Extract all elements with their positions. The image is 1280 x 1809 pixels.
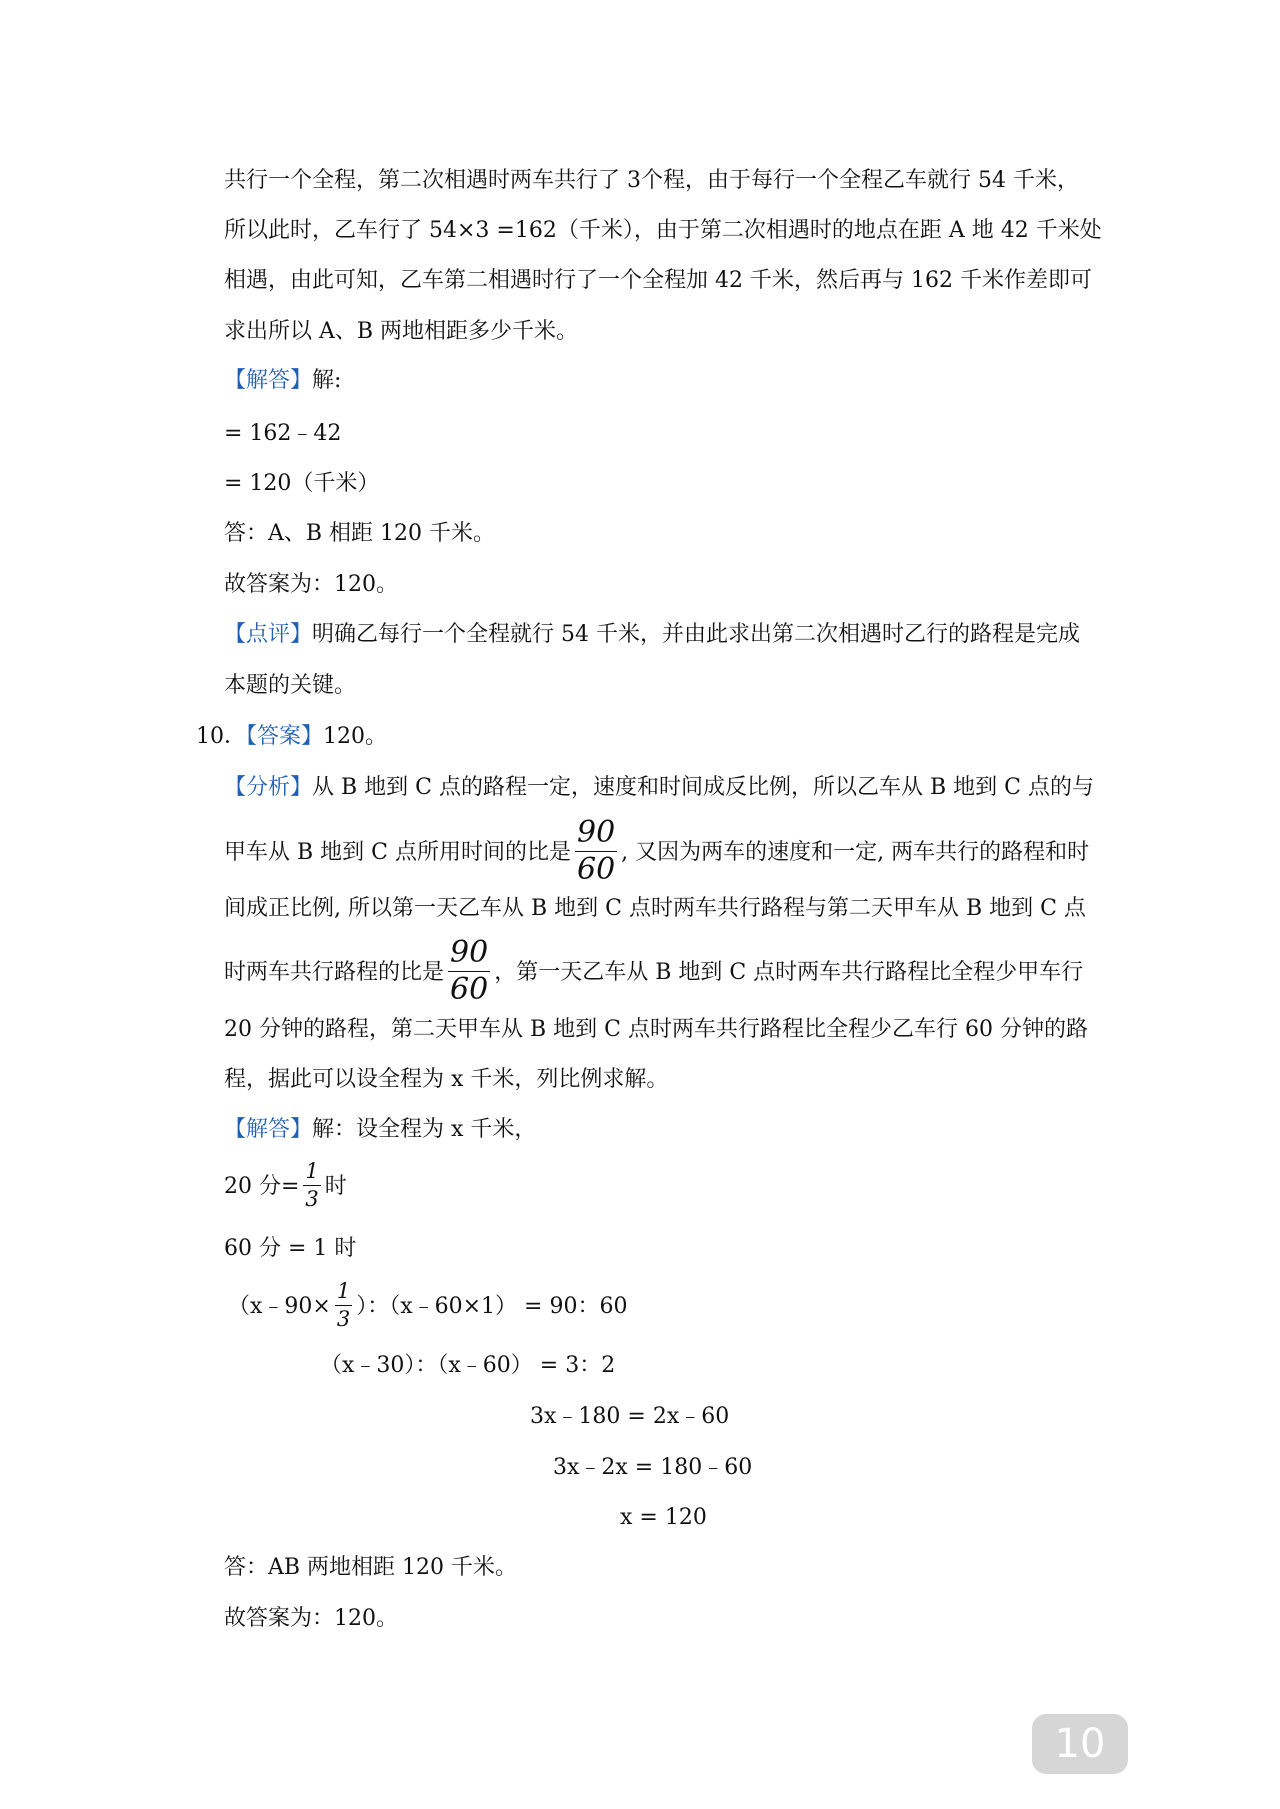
solution-intro: 解：设全程为 x 千米， [312,1117,537,1142]
analysis-10-line-2 [224,816,1089,890]
solution-9-step-1: = 162﹣42 [224,421,342,446]
fraction-1-3 [303,1158,320,1211]
fraction-denominator: 3 [336,1306,351,1331]
equation-7: x = 120 [620,1505,707,1530]
solution-10-final: 故答案为：120。 [224,1606,398,1631]
equation-6: 3x﹣2x = 180﹣60 [553,1455,753,1480]
comment-tag: 【点评】 [224,622,313,647]
analysis-text: 时两车共行路程的比是 [224,960,445,985]
analysis-10-line-3: 间成正比例, 所以第一天乙车从 B 地到 C 点时两车共行路程与第二天甲车从 B 地到 C 点 [224,896,1086,921]
equation-text: （x﹣90× [228,1294,331,1319]
solution-10-heading [224,1115,536,1145]
analysis-text: 甲车从 B 地到 C 点所用时间的比是 [224,840,571,865]
solution-9-heading [224,366,341,396]
solution-10-answer: 答：AB 两地相距 120 千米。 [224,1555,518,1580]
equation-2: 60 分 = 1 时 [224,1236,357,1261]
fraction-numerator: 90 [450,934,489,970]
comment-9-line-2: 本题的关键。 [224,673,357,698]
analysis-tag: 【分析】 [224,775,313,800]
question-number: 10． [196,724,246,749]
analysis-9-line-2: 所以此时，乙车行了 54×3 =162（千米），由于第二次相遇时的地点在距 A 地 42 千米处 [224,218,1102,243]
equation-4: （x﹣30）：（x﹣60） = 3：2 [320,1353,616,1378]
analysis-text: 从 B 地到 C 点的路程一定，速度和时间成反比例，所以乙车从 B 地到 C 点的与 [312,775,1094,800]
analysis-text: ，第一天乙车从 B 地到 C 点时两车共行路程比全程少甲车行 [494,960,1084,985]
fraction-numerator: 1 [303,1161,320,1186]
comment-9-line-1 [224,620,1080,650]
solution-9-final: 故答案为：120。 [224,572,398,597]
solution-tag: 【解答】 [224,368,313,393]
fraction-90-60 [448,934,490,1007]
page-number-badge: 10 [1032,1714,1128,1774]
fraction-denominator: 3 [305,1186,319,1211]
analysis-10-line-1 [224,773,1094,803]
analysis-10-line-5: 20 分钟的路程，第二天甲车从 B 地到 C 点时两车共行路程比全程少乙车行 60 分钟的路 [224,1017,1088,1042]
equation-text: ）：（x﹣60×1） = 90：60 [356,1294,628,1319]
fraction-90-60 [575,814,617,887]
analysis-9-line-4: 求出所以 A、B 两地相距多少千米。 [224,319,579,344]
fraction-numerator: 1 [335,1281,352,1306]
question-10-answer [196,722,387,752]
fraction-1-3 [335,1278,352,1331]
comment-text: 明确乙每行一个全程就行 54 千米，并由此求出第二次相遇时乙行的路程是完成 [312,622,1080,647]
fraction-denominator: 60 [576,851,616,887]
answer-value: 120。 [323,724,388,749]
equation-5: 3x﹣180 = 2x﹣60 [530,1404,730,1429]
solution-intro: 解: [312,368,342,393]
equation-text: 20 分= [224,1174,300,1199]
solution-9-answer: 答：A、B 相距 120 千米。 [224,521,496,546]
analysis-9-line-1: 共行一个全程，第二次相遇时两车共行了 3个程，由于每行一个全程乙车就行 54 千米， [224,168,1079,193]
fraction-denominator: 60 [450,971,489,1007]
analysis-text: , 又因为两车的速度和一定, 两车共行的路程和时 [621,840,1090,865]
equation-text: 时 [324,1174,347,1199]
fraction-numerator: 90 [576,814,616,850]
answer-tag: 【答案】 [246,724,324,749]
equation-1 [224,1152,347,1222]
analysis-10-line-6: 程，据此可以设全程为 x 千米，列比例求解。 [224,1067,669,1092]
solution-tag: 【解答】 [224,1117,313,1142]
equation-3 [228,1272,627,1342]
analysis-9-line-3: 相遇，由此可知，乙车第二相遇时行了一个全程加 42 千米，然后再与 162 千米作差即可 [224,268,1092,293]
solution-9-step-2: = 120（千米） [224,471,380,496]
analysis-10-line-4 [224,936,1083,1010]
